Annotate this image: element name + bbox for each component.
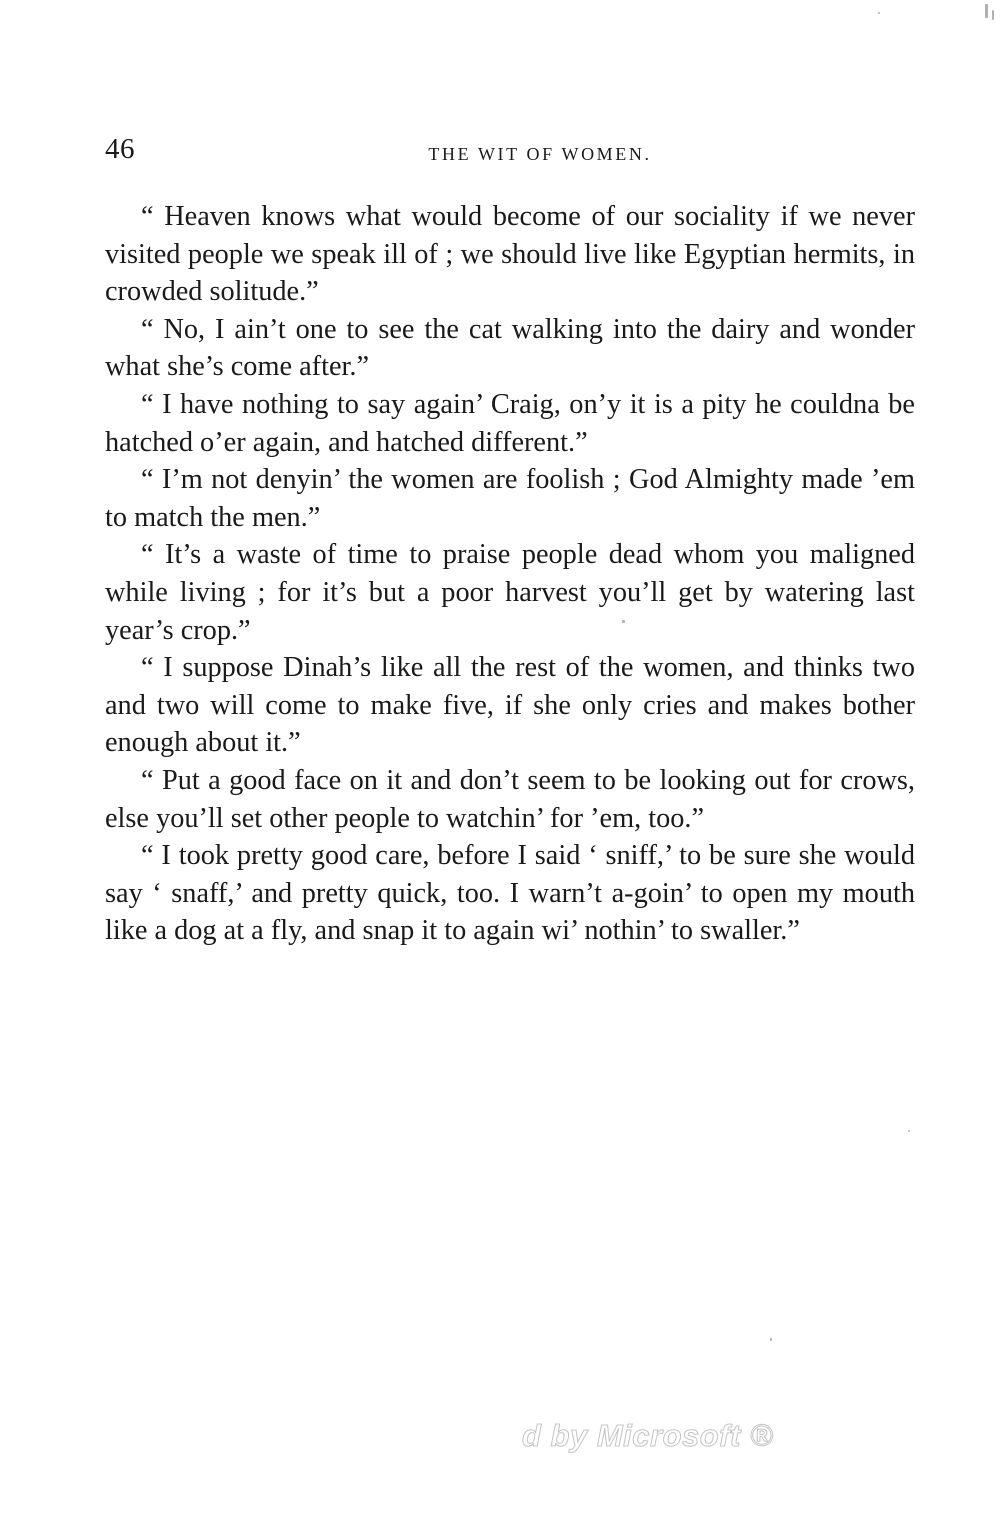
- digitization-watermark: d by Microsoft ®: [522, 1418, 774, 1453]
- scan-speck: [908, 1130, 910, 1132]
- quote-paragraph: “ I took pretty good care, before I said ‘ sniff,’ to be sure she would say ‘ snaff,’ and pretty quick, too. I warn’t a-goin’ to open my mouth like a dog at a fly, and snap it to again wi’ nothin’ to swaller.”: [105, 840, 915, 947]
- quote-paragraph: “ Put a good face on it and don’t seem to be looking out for crows, else you’ll set other people to watchin’ for ’em, too.”: [105, 764, 915, 834]
- scan-speck: [622, 620, 625, 623]
- running-head: THE WIT OF WOMEN.: [428, 144, 652, 164]
- quote-paragraph: “ Heaven knows what would become of our sociality if we never visited people we speak ill of ; we should live like Egyptian hermits, in crowded solitude.”: [105, 201, 915, 308]
- scan-speck: [770, 1338, 772, 1341]
- quote-paragraph: “ I’m not denyin’ the women are foolish ; God Almighty made ’em to match the men.”: [105, 464, 915, 533]
- scan-speck: [878, 12, 880, 14]
- page-number: 46: [105, 133, 135, 165]
- body-text: [105, 198, 915, 950]
- quote-paragraph: “ It’s a waste of time to praise people dead whom you maligned while living ; for it’s but a poor harvest you’ll get by watering last year’s crop.”: [105, 539, 915, 646]
- quote-paragraph: “ I suppose Dinah’s like all the rest of the women, and thinks two and two will come to make five, if she only cries and makes bother enough about it.”: [105, 652, 915, 759]
- quote-paragraph: “ I have nothing to say again’ Craig, on’y it is a pity he couldna be hatched o’er again, and hatched different.”: [105, 388, 915, 458]
- scan-speck: [985, 4, 988, 18]
- quote-paragraph: “ No, I ain’t one to see the cat walking into the dairy and wonder what she’s come after.”: [105, 313, 915, 383]
- scan-speck: [992, 10, 994, 20]
- page-header: [105, 133, 915, 173]
